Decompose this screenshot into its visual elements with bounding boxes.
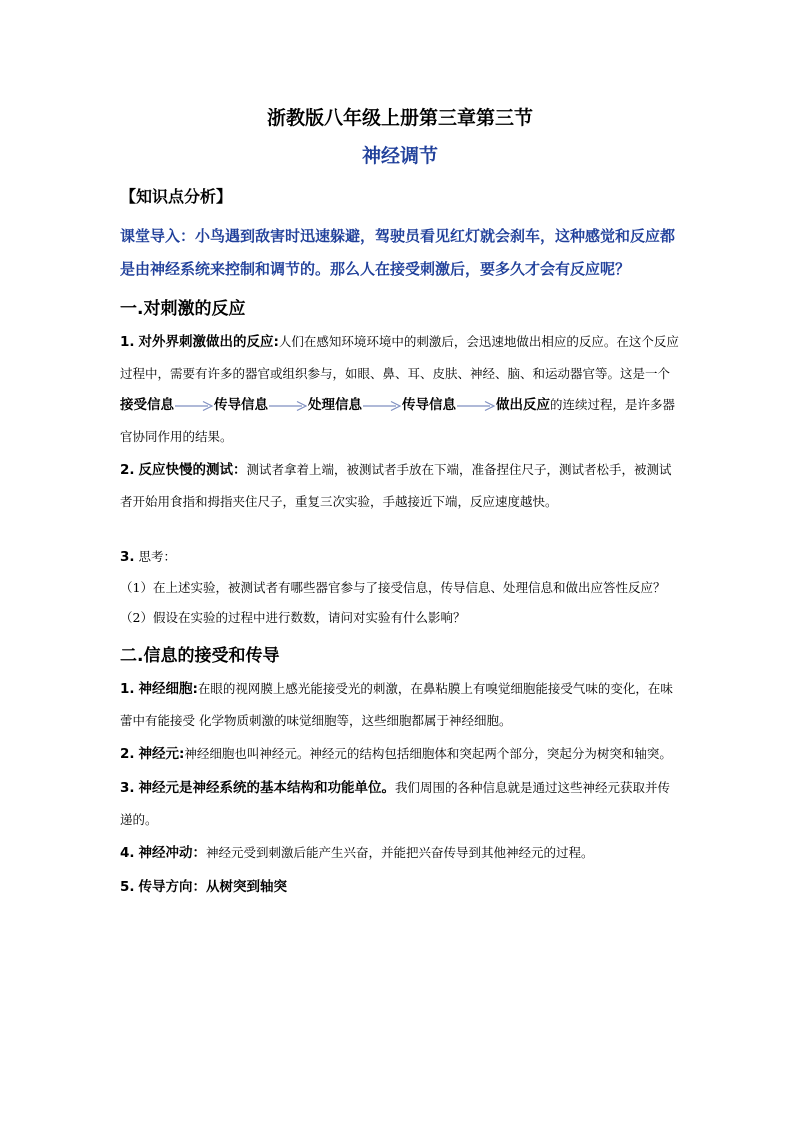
point-number: 5. xyxy=(120,879,135,895)
knowledge-header: 【知识点分析】 xyxy=(120,187,233,206)
point-label: 神经元: xyxy=(138,746,185,762)
section2-point4 xyxy=(120,837,680,869)
section2-point2 xyxy=(120,738,680,770)
chain-step: 做出反应 xyxy=(496,397,550,413)
document-subtitle: 神经调节 xyxy=(361,145,438,167)
arrow-right-icon xyxy=(456,400,496,412)
question-1: （1）在上述实验，被测试者有哪些器官参与了接受信息，传导信息、处理信息和做出应答性反应？ xyxy=(120,580,666,595)
arrow-right-icon xyxy=(268,400,308,412)
spacer xyxy=(120,517,680,539)
point-text: 神经细胞也叫神经元。神经元的结构包括细胞体和突起两个部分，突起分为树突和轴突。 xyxy=(184,746,672,761)
point-number: 3. xyxy=(120,549,135,565)
point-label: 对外界刺激做出的反应: xyxy=(138,334,279,350)
section2-point1 xyxy=(120,673,680,736)
point-text: 我们周围的各种信息就是通过这些神经元获取并传递的。 xyxy=(120,780,671,827)
chain-step: 接受信息 xyxy=(120,397,174,413)
chain-step: 传导信息 xyxy=(214,397,268,413)
document-content xyxy=(120,100,680,903)
point-number: 4. xyxy=(120,845,135,861)
chain-step: 传导信息 xyxy=(402,397,456,413)
document-title: 浙教版八年级上册第三章第三节 xyxy=(266,107,533,129)
intro-text: 小鸟遇到敌害时迅速躲避，驾驶员看见红灯就会刹车，这种感觉和反应都是由神经系统来控制和调节的。那么人在接受刺激后，要多久才会有反应呢？ xyxy=(120,227,676,278)
point-label: 反应快慢的测试： xyxy=(138,462,247,478)
section1-point3 xyxy=(120,541,680,573)
section2-heading: 二.信息的接受和传导 xyxy=(120,646,280,666)
point-label: 神经元是神经系统的基本结构和功能单位。 xyxy=(138,780,396,796)
intro-paragraph xyxy=(120,220,680,286)
point-label: 传导方向：从树突到轴突 xyxy=(138,879,288,895)
section1-point1 xyxy=(120,326,680,452)
point-label: 神经冲动： xyxy=(138,845,207,861)
point-number: 3. xyxy=(120,780,135,796)
point-label: 思考： xyxy=(138,549,177,564)
point-number: 1. xyxy=(120,334,135,350)
point-number: 2. xyxy=(120,746,135,762)
question-2: （2）假设在实验的过程中进行数数，请问对实验有什么影响？ xyxy=(120,610,466,625)
point-text: 神经元受到刺激后能产生兴奋，并能把兴奋传导到其他神经元的过程。 xyxy=(206,845,594,860)
section2-point5 xyxy=(120,871,680,903)
intro-label: 课堂导入： xyxy=(120,227,196,245)
section1-heading: 一.对刺激的反应 xyxy=(120,299,246,319)
arrow-right-icon xyxy=(174,400,214,412)
point-text: 测试者拿着上端，被测试者手放在下端，准备捏住尺子，测试者松手，被测试者开始用食指和拇指夹住尺子，重复三次实验，手越接近下端，反应速度越快。 xyxy=(120,462,672,509)
section1-point2 xyxy=(120,454,680,517)
point-label: 神经细胞: xyxy=(138,681,198,697)
chain-step: 处理信息 xyxy=(308,397,362,413)
point-text: 在眼的视网膜上感光能接受光的刺激，在鼻粘膜上有嗅觉细胞能接受气味的变化，在味蕾中有能接受 化学物质刺激的味觉细胞等，这些细胞都属于神经细胞。 xyxy=(120,681,673,728)
point-tail: 的连续过程，是许多器官协同作用的结果。 xyxy=(120,397,676,444)
point-text: 人们在感知环境环境中的刺激后，会迅速地做出相应的反应。在这个反应过程中，需要有许多的器官或组织参与，如眼、鼻、耳、皮肤、神经、脑、和运动器官等。这是一个 xyxy=(120,334,679,381)
point-number: 1. xyxy=(120,681,135,697)
arrow-right-icon xyxy=(362,400,402,412)
point-number: 2. xyxy=(120,462,135,478)
section2-point3 xyxy=(120,772,680,835)
